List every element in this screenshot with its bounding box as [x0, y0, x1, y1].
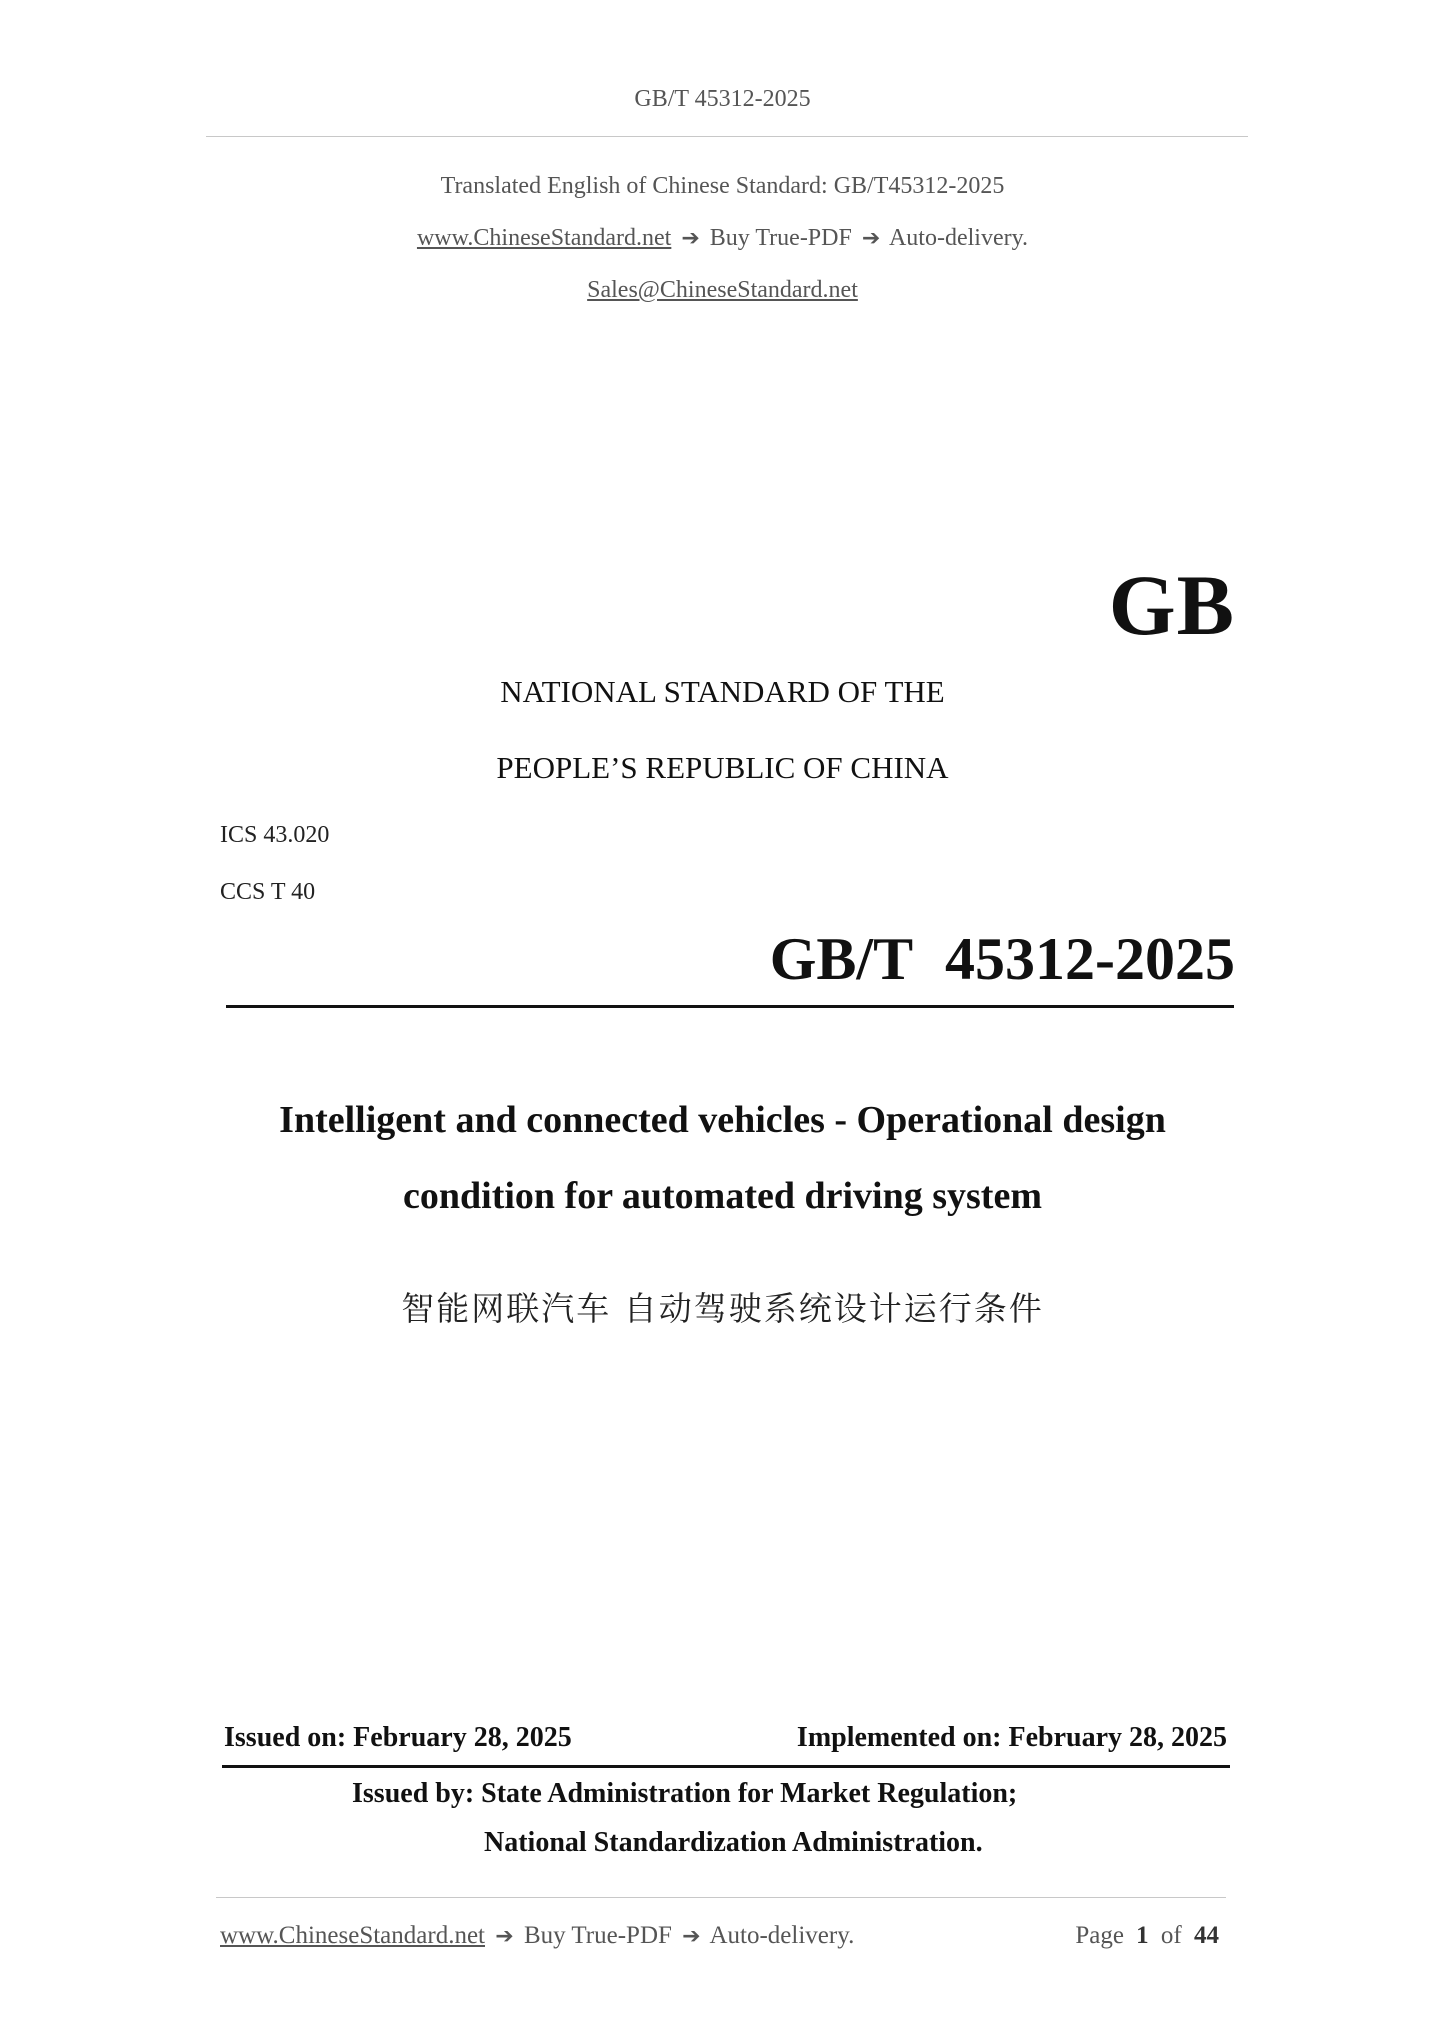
running-header: GB/T 45312-2025 [634, 86, 811, 112]
promo-line [0, 225, 1445, 252]
issued-by-line1: Issued by: State Administration for Market Regulation; [352, 1778, 1018, 1809]
standard-number: GB/T 45312-2025 [769, 926, 1235, 992]
footer-delivery-text: Auto-delivery. [709, 1922, 855, 1949]
title-en-line1: Intelligent and connected vehicles - Operational design [279, 1099, 1166, 1141]
header-divider [206, 136, 1248, 137]
email-line [0, 277, 1445, 304]
implemented-on: Implemented on: February 28, 2025 [796, 1722, 1227, 1753]
page-total: 44 [1194, 1922, 1219, 1949]
national-standard-line2: PEOPLE’S REPUBLIC OF CHINA [496, 750, 949, 785]
footer-divider [216, 1897, 1226, 1898]
right-arrow-icon: ➔ [681, 226, 700, 251]
delivery-text: Auto-delivery. [888, 225, 1029, 251]
issued-by-line2: National Standardization Administration. [484, 1827, 983, 1858]
right-arrow-icon: ➔ [861, 226, 881, 251]
footer-buy-text: Buy True-PDF [523, 1922, 672, 1949]
translation-notice: Translated English of Chinese Standard: GB/T45312-2025 [440, 173, 1005, 199]
page-of: of [1160, 1922, 1182, 1949]
title-divider [226, 1005, 1234, 1008]
page-current: 1 [1136, 1922, 1149, 1949]
gb-logo: GB [1108, 557, 1235, 653]
footer-site-link[interactable]: www.ChineseStandard.net [220, 1922, 485, 1949]
national-standard-line1: NATIONAL STANDARD OF THE [500, 674, 945, 709]
footer-promo [220, 1922, 854, 1950]
page-indicator [1075, 1922, 1225, 1950]
ics-code: ICS 43.020 [220, 822, 330, 848]
buy-text: Buy True-PDF [709, 225, 852, 251]
site-link[interactable]: www.ChineseStandard.net [416, 225, 672, 251]
email-link[interactable]: Sales@ChineseStandard.net [587, 277, 858, 303]
ccs-code: CCS T 40 [220, 879, 316, 905]
title-cn: 智能网联汽车 自动驾驶系统设计运行条件 [401, 1289, 1044, 1328]
title-en-line2: condition for automated driving system [403, 1175, 1042, 1217]
page-label: Page [1075, 1922, 1124, 1949]
right-arrow-icon: ➔ [682, 1924, 701, 1949]
right-arrow-icon: ➔ [495, 1924, 514, 1949]
issued-on: Issued on: February 28, 2025 [224, 1722, 572, 1753]
dates-divider [222, 1765, 1230, 1768]
